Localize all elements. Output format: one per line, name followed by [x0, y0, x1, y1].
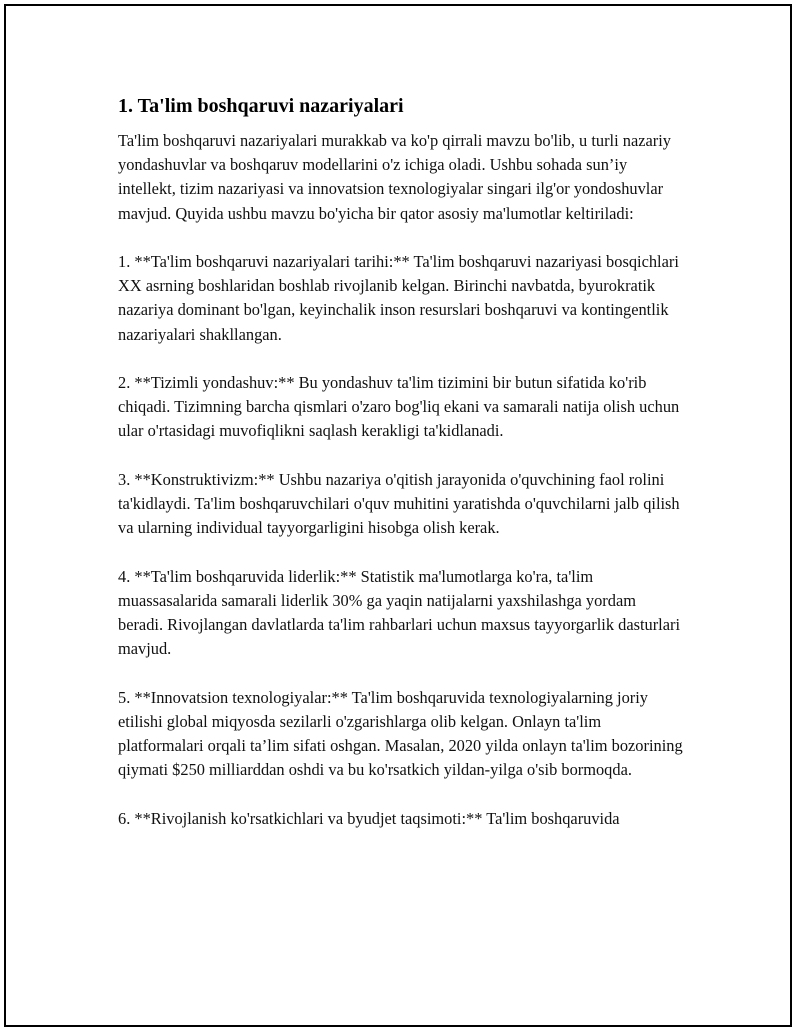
list-item-development-budget: 6. **Rivojlanish ko'rsatkichlari va byudjet taqsimoti:** Ta'lim boshqaruvida	[118, 808, 620, 828]
intro-paragraph: Ta'lim boshqaruvi nazariyalari murakkab va ko'p qirrali mavzu bo'lib, u turli nazariy yondashuvlar va boshqaruv modellarini o'z ichiga oladi. Ushbu sohada sun’iy intellekt, tizim nazariyasi va innovatsion texnologiyalar singari ilg'or yondoshuvlar mavjud. Quyida ushbu mavzu bo'yicha bir qator asosiy ma'lumotlar keltiriladi:	[118, 131, 671, 223]
list-item-history: 1. **Ta'lim boshqaruvi nazariyalari tarihi:** Ta'lim boshqaruvi nazariyasi bosqichlari XX asrning boshlaridan boshlab rivojlanib kelgan. Birinchi navbatda, byurokratik nazariya dominant bo'lgan, keyinchalik inson resurslari boshqaruvi va kontingentlik nazariyalari shakllangan.	[118, 252, 679, 344]
list-item-systems-approach: 2. **Tizimli yondashuv:** Bu yondashuv ta'lim tizimini bir butun sifatida ko'rib chiqadi. Tizimning barcha qismlari o'zaro bog'liq ekani va samarali natija olish uchun ular o'rtasidagi muvofiqlikni saqlash kerakligi ta'kidlanadi.	[118, 373, 680, 441]
list-item-innovative-technologies: 5. **Innovatsion texnologiyalar:** Ta'lim boshqaruvida texnologiyalarning joriy etilishi global miqyosda sezilarli o'zgarishlarga olib kelgan. Onlayn ta'lim platformalari orqali ta’lim sifati oshgan. Masalan, 2020 yilda onlayn ta'lim bozorining qiymati $250 milliarddan oshdi va bu ko'rsatkich yildan-yilga o'sib bormoqda.	[118, 687, 683, 780]
list-item-constructivism: 3. **Konstruktivizm:** Ushbu nazariya o'qitish jarayonida o'quvchining faol rolini ta'kidlaydi. Ta'lim boshqaruvchilari o'quv muhitini yaratishda o'quvchilarni jalb qilish va ularning individual tayyorgarligini hisobga olish kerak.	[118, 469, 680, 538]
list-item-leadership: 4. **Ta'lim boshqaruvida liderlik:** Statistik ma'lumotlarga ko'ra, ta'lim muassasalarida samarali liderlik 30% ga yaqin natijalarni yaxshilashga yordam beradi. Rivojlangan davlatlarda ta'lim rahbarlari uchun maxsus tayyorgarlik dasturlari mavjud.	[118, 566, 681, 659]
section-heading: 1. Ta'lim boshqaruvi nazariyalari	[118, 95, 404, 117]
document-body	[118, 92, 684, 855]
